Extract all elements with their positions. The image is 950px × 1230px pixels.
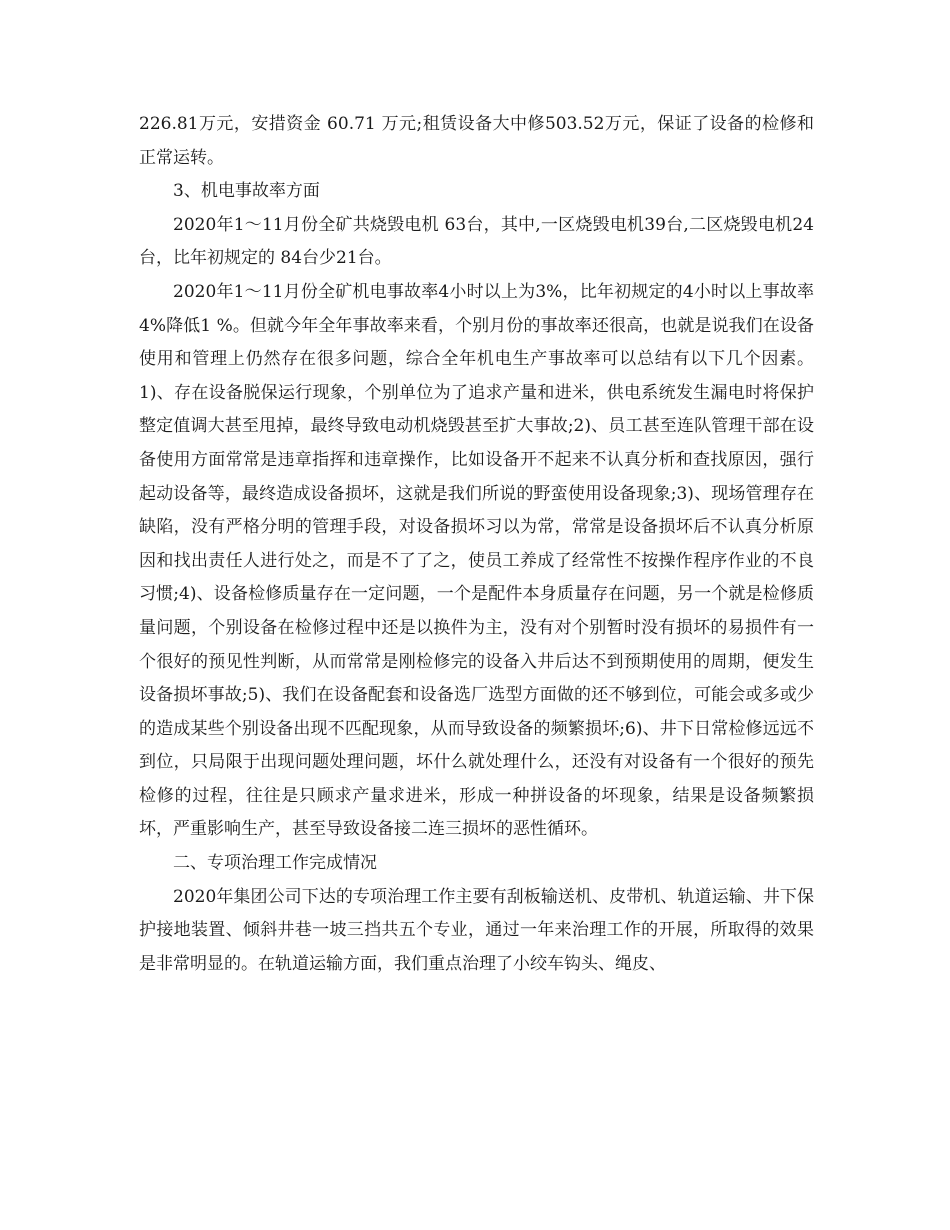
heading-accident-rate: 3、机电事故率方面 xyxy=(173,181,320,202)
document-body xyxy=(139,108,814,981)
paragraph-burned-motors: 2020年1～11月份全矿共烧毁电机 63台，其中,一区烧毁电机39台,二区烧毁电机24台，比年初规定的 84台少21台。 xyxy=(139,214,814,269)
paragraph-accident-analysis: 2020年1～11月份全矿机电事故率4小时以上为3%，比年初规定的4小时以上事故率4%降低1 %。但就今年全年事故率来看，个别月份的事故率还很高，也就是说我们在设备使用和管理上仍然存在很多问题，综合全年机电生产事故率可以总结有以下几个因素。1)、存在设备脱保运行现象，个别单位为了追求产量和进米，供电系统发生漏电时将保护整定值调大甚至甩掉，最终导致电动机烧毁甚至扩大事故;2)、员工甚至连队管理干部在设备使用方面常常是违章指挥和违章操作，比如设备开不起来不认真分析和查找原因，强行起动设备等，最终造成设备损坏，这就是我们所说的野蛮使用设备现象;3)、现场管理存在缺陷，没有严格分明的管理手段，对设备损坏习以为常，常常是设备损坏后不认真分析原因和找出责任人进行处之，而是不了了之，使员工养成了经常性不按操作程序作业的不良习惯;4)、设备检修质量存在一定问题，一个是配件本身质量存在问题，另一个就是检修质量问题，个别设备在检修过程中还是以换件为主，没有对个别暂时没有损坏的易损件有一个很好的预见性判断，从而常常是刚检修完的设备入井后达不到预期使用的周期，便发生设备损坏事故;5)、我们在设备配套和设备选厂选型方面做的还不够到位，可能会或多或少的造成某些个别设备出现不匹配现象，从而导致设备的频繁损坏;6)、井下日常检修远远不到位，只局限于出现问题处理问题，坏什么就处理什么，还没有对设备有一个很好的预先检修的过程，往往是只顾求产量求进米，形成一种拼设备的坏现象，结果是设备频繁损坏，严重影响生产，甚至导致设备接二连三损坏的恶性循环。 xyxy=(139,281,814,840)
heading-special-governance: 二、专项治理工作完成情况 xyxy=(173,853,377,874)
paragraph-continuation: 226.81万元，安措资金 60.71 万元;租赁设备大中修503.52万元，保证了设备的检修和正常运转。 xyxy=(139,114,814,168)
paragraph-special-governance: 2020年集团公司下达的专项治理工作主要有刮板输送机、皮带机、轨道运输、井下保护接地装置、倾斜井巷一坡三挡共五个专业，通过一年来治理工作的开展，所取得的效果是非常明显的。在轨道运输方面，我们重点治理了小绞车钩头、绳皮、 xyxy=(139,886,814,974)
